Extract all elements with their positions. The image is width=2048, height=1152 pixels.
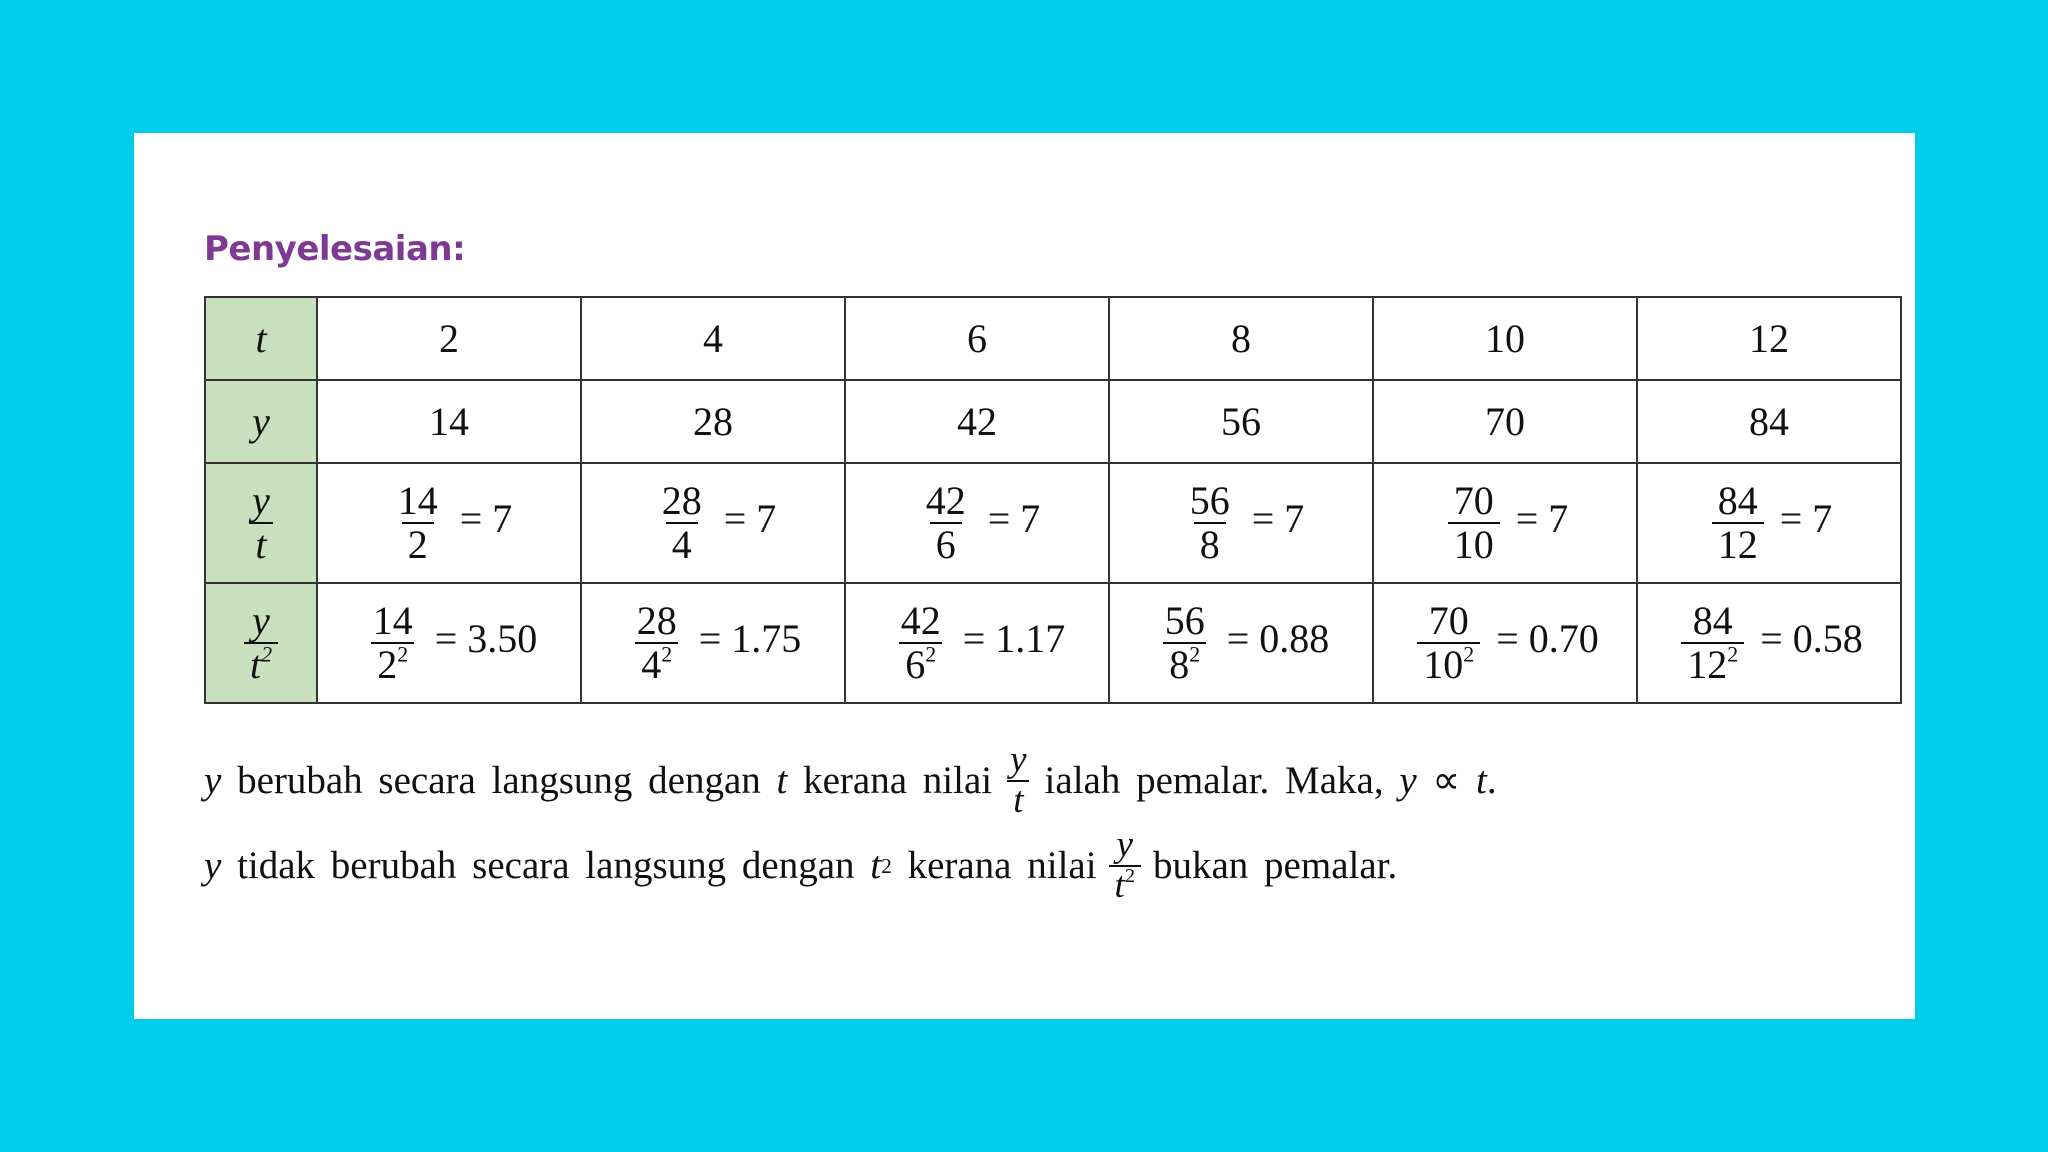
var-y: y — [204, 759, 222, 803]
header-fraction-denominator — [244, 642, 278, 686]
exponent: 2 — [1124, 864, 1135, 887]
ratio-squared-result: 1.17 — [995, 616, 1066, 662]
inline-fraction — [1004, 741, 1032, 821]
ratio-result: 7 — [1020, 496, 1041, 542]
ratio-squared-cell — [1373, 583, 1637, 703]
header-fraction — [246, 480, 276, 566]
ratio-fraction — [392, 480, 444, 566]
ratio-squared-result: 0.58 — [1792, 616, 1863, 662]
fraction-denominator: 4 — [666, 522, 698, 566]
equals-sign: = — [1779, 496, 1803, 542]
fraction-numerator: 84 — [1717, 478, 1758, 523]
ratio-result: 7 — [756, 496, 777, 542]
y-cell: 84 — [1637, 380, 1901, 463]
equals-sign: = — [723, 496, 747, 542]
header-fraction-denominator: t — [249, 522, 272, 566]
fraction-denominator: 8 — [1194, 522, 1226, 566]
fraction-numerator: 42 — [925, 478, 966, 523]
header-fraction-numerator: y — [252, 598, 270, 643]
text-segment: ialah pemalar. Maka, — [1044, 759, 1384, 803]
solution-card — [134, 133, 1915, 1019]
equals-sign: = — [459, 496, 483, 542]
row-header-y: y — [205, 380, 317, 463]
text-segment: bukan pemalar. — [1153, 844, 1398, 888]
exponent: 2 — [261, 641, 273, 667]
t-cell: 6 — [845, 297, 1109, 380]
solution-heading: Penyelesaian: — [204, 229, 466, 269]
ratio-result: 7 — [1548, 496, 1569, 542]
ratio-result: 7 — [492, 496, 513, 542]
ratio-squared-cell — [1109, 583, 1373, 703]
fraction-denominator — [1417, 642, 1480, 686]
y-cell: 28 — [581, 380, 845, 463]
ratio-cell — [1373, 463, 1637, 583]
header-fraction-numerator: y — [252, 478, 270, 523]
fraction-denominator: 12 — [1712, 522, 1764, 566]
fraction-numerator: 70 — [1453, 478, 1494, 523]
fraction-denominator — [1109, 865, 1141, 906]
table-row-y — [205, 380, 1901, 463]
period: . — [1486, 759, 1497, 803]
ratio-squared-result: 1.75 — [731, 616, 802, 662]
table-row-ratio — [205, 463, 1901, 583]
ratio-squared-fraction — [895, 600, 947, 686]
denominator-base: 4 — [641, 642, 662, 687]
equals-sign: = — [1760, 616, 1783, 662]
exponent: 2 — [1727, 641, 1739, 667]
ratio-fraction — [1184, 480, 1236, 566]
denominator-base: 6 — [905, 642, 926, 687]
ratio-squared-result: 0.88 — [1259, 616, 1330, 662]
ratio-squared-fraction — [631, 600, 683, 686]
exponent: 2 — [925, 641, 937, 667]
ratio-cell — [845, 463, 1109, 583]
y-cell: 56 — [1109, 380, 1373, 463]
ratio-squared-fraction — [1681, 600, 1744, 686]
exponent: 2 — [661, 641, 673, 667]
fraction-denominator: t — [1007, 780, 1029, 821]
ratio-squared-cell — [581, 583, 845, 703]
fraction-numerator: y — [1010, 739, 1027, 780]
denominator-base: 12 — [1687, 642, 1728, 687]
y-cell: 70 — [1373, 380, 1637, 463]
ratio-squared-result: 3.50 — [467, 616, 538, 662]
fraction-numerator: 70 — [1428, 598, 1469, 643]
denominator-base: t — [1114, 864, 1125, 906]
t-cell: 12 — [1637, 297, 1901, 380]
var-y: y — [204, 844, 222, 888]
ratio-cell — [1109, 463, 1373, 583]
equals-sign: = — [434, 616, 458, 662]
equals-sign: = — [1226, 616, 1250, 662]
ratio-squared-fraction — [367, 600, 419, 686]
ratio-squared-fraction — [1159, 600, 1211, 686]
t-cell: 8 — [1109, 297, 1373, 380]
ratio-squared-cell — [317, 583, 581, 703]
ratio-result: 7 — [1284, 496, 1305, 542]
y-cell: 42 — [845, 380, 1109, 463]
text-segment: tidak berubah secara langsung dengan — [237, 844, 855, 888]
ratio-squared-result: 0.70 — [1528, 616, 1599, 662]
header-fraction — [244, 600, 278, 686]
exponent: 2 — [1189, 641, 1201, 667]
fraction-numerator: 14 — [372, 598, 413, 643]
row-header-ratio-squared — [205, 583, 317, 703]
ratio-fraction — [920, 480, 972, 566]
equals-sign: = — [1515, 496, 1539, 542]
fraction-numerator: 56 — [1164, 598, 1205, 643]
fraction-numerator: y — [1116, 824, 1133, 865]
conclusion-line-1 — [204, 741, 1497, 821]
t-cell: 4 — [581, 297, 845, 380]
row-header-ratio — [205, 463, 317, 583]
equals-sign: = — [698, 616, 722, 662]
ratio-squared-fraction — [1417, 600, 1480, 686]
fraction-denominator — [371, 642, 414, 686]
fraction-denominator: 2 — [402, 522, 434, 566]
fraction-denominator: 6 — [930, 522, 962, 566]
ratio-squared-cell — [845, 583, 1109, 703]
equals-sign: = — [1496, 616, 1519, 662]
fraction-numerator: 28 — [636, 598, 677, 643]
denominator-base: 8 — [1169, 642, 1190, 687]
proportional-symbol: ∝ — [1432, 759, 1461, 803]
fraction-numerator: 84 — [1692, 598, 1733, 643]
denominator-base: 2 — [377, 642, 398, 687]
conclusion-line-2: y tidak berubah secara langsung dengan t 2 kerana nilai $\frac{y}{t^2}$ bukan pemalar. — [204, 824, 1398, 906]
var-t: t — [1476, 759, 1487, 803]
ratio-cell — [1637, 463, 1901, 583]
exponent: 2 — [397, 641, 409, 667]
fraction-numerator: 42 — [900, 598, 941, 643]
text-segment: kerana nilai — [803, 759, 993, 803]
var-y: y — [1399, 759, 1417, 803]
denominator-base: t — [249, 642, 262, 687]
var-t: t — [776, 759, 788, 803]
row-header-t: t — [205, 297, 317, 380]
ratio-squared-cell — [1637, 583, 1901, 703]
exponent: 2 — [1463, 641, 1475, 667]
fraction-denominator — [1163, 642, 1206, 686]
ratio-cell — [581, 463, 845, 583]
fraction-denominator — [899, 642, 942, 686]
var-t: t — [870, 844, 882, 888]
y-cell: 14 — [317, 380, 581, 463]
ratio-result: 7 — [1812, 496, 1833, 542]
fraction-numerator: 56 — [1189, 478, 1230, 523]
ratio-fraction — [1448, 480, 1500, 566]
fraction-numerator: 28 — [661, 478, 702, 523]
table-row-t — [205, 297, 1901, 380]
equals-sign: = — [962, 616, 986, 662]
denominator-base: 10 — [1423, 642, 1464, 687]
t-cell: 2 — [317, 297, 581, 380]
text-segment: berubah secara langsung dengan — [237, 759, 761, 803]
equals-sign: = — [987, 496, 1011, 542]
text-segment: kerana nilai — [907, 844, 1097, 888]
inline-fraction — [1109, 826, 1141, 906]
ratio-fraction — [656, 480, 708, 566]
equals-sign: = — [1251, 496, 1275, 542]
ratio-fraction — [1712, 480, 1764, 566]
fraction-numerator: 14 — [397, 478, 438, 523]
table-row-ratio-squared — [205, 583, 1901, 703]
values-table — [204, 296, 1902, 704]
fraction-denominator: 10 — [1448, 522, 1500, 566]
t-cell: 10 — [1373, 297, 1637, 380]
ratio-cell — [317, 463, 581, 583]
fraction-denominator — [635, 642, 678, 686]
fraction-denominator — [1681, 642, 1744, 686]
